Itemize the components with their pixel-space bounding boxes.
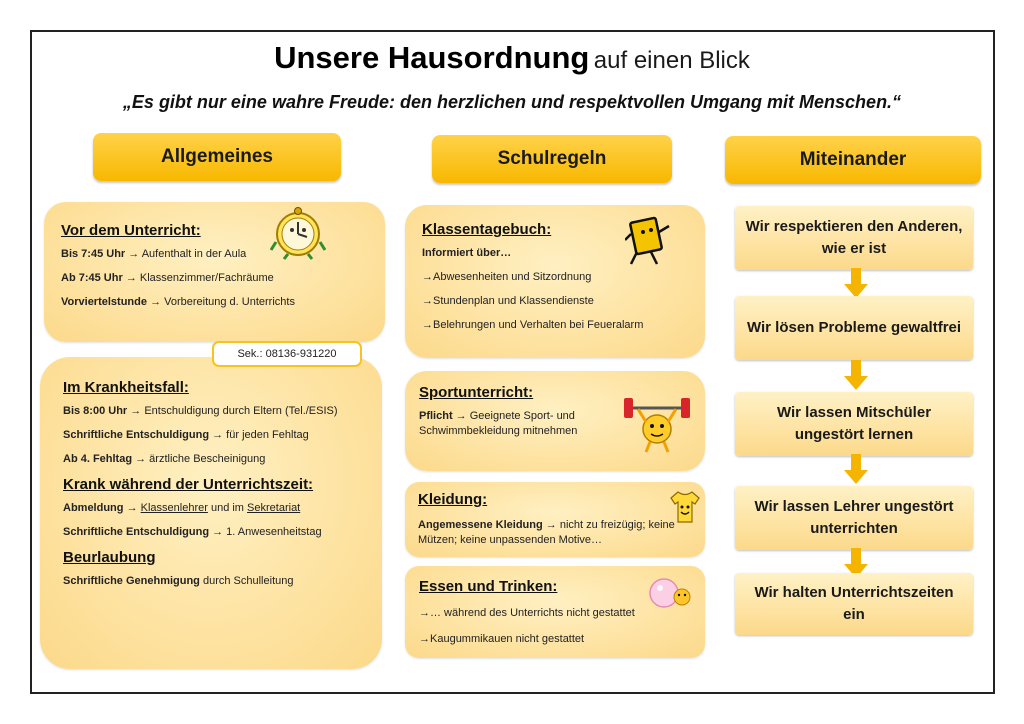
shirt-icon	[670, 490, 700, 524]
heading-kleidung: Kleidung:	[418, 491, 488, 508]
text-line: Vorviertelstunde → Vorbereitung d. Unterrichts	[61, 296, 295, 308]
rule-box-1: Wir respektieren den Anderen, wie er ist	[735, 206, 973, 270]
title-sub: auf einen Blick	[593, 47, 750, 74]
text-line: →Stundenplan und Klassendienste	[422, 295, 594, 307]
text-line: Bis 7:45 Uhr → Aufenthalt in der Aula	[61, 248, 247, 260]
text-line: →… während des Unterrichts nicht gestattet	[419, 607, 635, 619]
text-line: Abmeldung → Klassenlehrer und im Sekretariat	[63, 502, 301, 514]
arrow-down-icon	[844, 360, 868, 390]
rule-box-2: Wir lösen Probleme gewaltfrei	[735, 296, 973, 360]
weightlifter-icon	[622, 394, 692, 454]
text-line: →Belehrungen und Verhalten bei Feueralarm	[422, 319, 644, 331]
text-line: →Kaugummikauen nicht gestattet	[419, 633, 585, 645]
heading-essen-trinken: Essen und Trinken:	[419, 578, 558, 595]
rule-box-4: Wir lassen Lehrer ungestört unterrichten	[735, 486, 973, 550]
text-line: →Abwesenheiten und Sitzordnung	[422, 271, 592, 283]
header-schulregeln: Schulregeln	[432, 135, 672, 183]
text-line: Ab 4. Fehltag → ärztliche Bescheinigung	[63, 453, 266, 465]
text-line: Schriftliche Entschuldigung → für jeden Fehltag	[63, 429, 309, 441]
text-line: Pflicht → Geeignete Sport- und Schwimmbekleidung mitnehmen	[419, 410, 578, 437]
rule-box-3: Wir lassen Mitschüler ungestört lernen	[735, 392, 973, 456]
text-line: Bis 8:00 Uhr → Entschuldigung durch Eltern (Tel./ESIS)	[63, 405, 338, 417]
page-title	[0, 40, 1024, 76]
bubblegum-icon	[648, 575, 692, 611]
panel-unterricht	[44, 202, 385, 342]
heading-unterricht: Vor dem Unterricht:	[61, 222, 201, 239]
header-allgemeines: Allgemeines	[93, 133, 341, 181]
rule-box-5: Wir halten Unterrichtszeiten ein	[735, 573, 973, 635]
heading-beurlaubung: Beurlaubung	[63, 549, 156, 566]
book-icon	[625, 214, 673, 266]
text-line: Informiert über…	[422, 247, 512, 259]
panel-kleidung	[405, 482, 705, 557]
heading-krankheitsfall: Im Krankheitsfall:	[63, 379, 189, 396]
panel-krankheitsfall	[40, 357, 382, 669]
header-miteinander: Miteinander	[725, 136, 981, 184]
text-line: Angemessene Kleidung → nicht zu freizügig; keine Mützen; keine unpassenden Motive…	[418, 519, 675, 546]
text-line: Ab 7:45 Uhr → Klassenzimmer/Fachräume	[61, 272, 274, 284]
motto-quote: „Es gibt nur eine wahre Freude: den herzlichen und respektvollen Umgang mit Menschen.“	[122, 92, 902, 112]
title-main: Unsere Hausordnung	[274, 40, 590, 75]
heading-krank-unterricht: Krank während der Unterrichtszeit:	[63, 476, 314, 493]
text-line: Schriftliche Genehmigung durch Schulleitung	[63, 575, 294, 587]
phone-number: Sek.: 08136-931220	[212, 341, 362, 367]
clock-icon	[270, 206, 326, 260]
text-line: Schriftliche Entschuldigung → 1. Anwesenheitstag	[63, 526, 322, 538]
arrow-down-icon	[844, 268, 868, 298]
heading-sportunterricht: Sportunterricht:	[419, 384, 534, 401]
heading-klassentagebuch: Klassentagebuch:	[422, 221, 552, 238]
arrow-down-icon	[844, 454, 868, 484]
